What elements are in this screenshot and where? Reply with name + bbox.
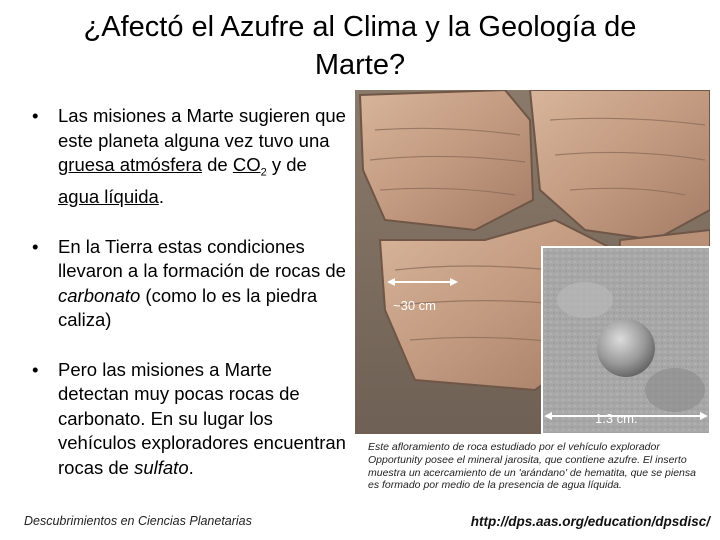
italic-term-sulfate: sulfato [134,456,189,478]
co2-base: CO [232,154,261,175]
underlined-term-thick-atmosphere: gruesa atmósfera [58,154,202,175]
bullet-text: Las misiones a Marte sugieren que este planeta alguna vez tuvo una [58,105,346,151]
bullet-text: Pero las misiones a Marte detectan muy pocas rocas de carbonato. En su lugar los vehículos exploradores encuentran rocas de [58,358,346,478]
title-line-1: ¿Afectó el Azufre al Clima y la Geología de [83,11,637,43]
bullet-icon: • [32,358,39,380]
footer-url: http://dps.aas.org/education/dpsdisc/ [470,514,710,529]
bullet-icon: • [32,235,39,257]
bullet-text: y de [266,154,307,175]
title-line-2: Marte? [314,49,406,81]
hematite-blueberry-inset [542,247,710,434]
scale-label-1-3cm: 1.3 cm. [595,411,638,426]
bullet-text: de [201,154,233,175]
bullet-item-sulfate [28,358,346,481]
bullet-list [28,104,346,480]
bullet-text: En la Tierra estas condiciones llevaron a la formación de rocas de [58,235,346,282]
bullet-item-atmosphere [28,104,346,210]
mars-rock-outcrop-photo [355,90,710,434]
bullet-text: (como lo es la piedra caliza) [58,284,318,331]
bullet-icon: • [32,105,39,126]
slide-title [20,8,700,84]
bullet-item-carbonate [28,235,346,333]
scale-label-30cm: ~30 cm [393,298,436,313]
co2-subscript: 2 [260,166,267,179]
blueberry-sphere [597,319,655,377]
italic-term-carbonate: carbonato [58,284,141,306]
underlined-term-co2 [232,154,267,179]
photo-caption: Este afloramiento de roca estudiado por el vehículo explorador Opportunity posee el mineral jarosita, que contiene azufre. El inserto muestra un acercamiento de un 'arándano' de hematita, que se piensa es formado por medio de la presencia de agua líquida. [368,441,696,492]
bullet-text: . [158,186,164,208]
outcrop-image [355,90,710,434]
footer-series-title: Descubrimientos en Ciencias Planetarias [24,514,252,528]
bullet-text: . [188,456,194,478]
underlined-term-liquid-water: agua líquida [58,186,159,208]
